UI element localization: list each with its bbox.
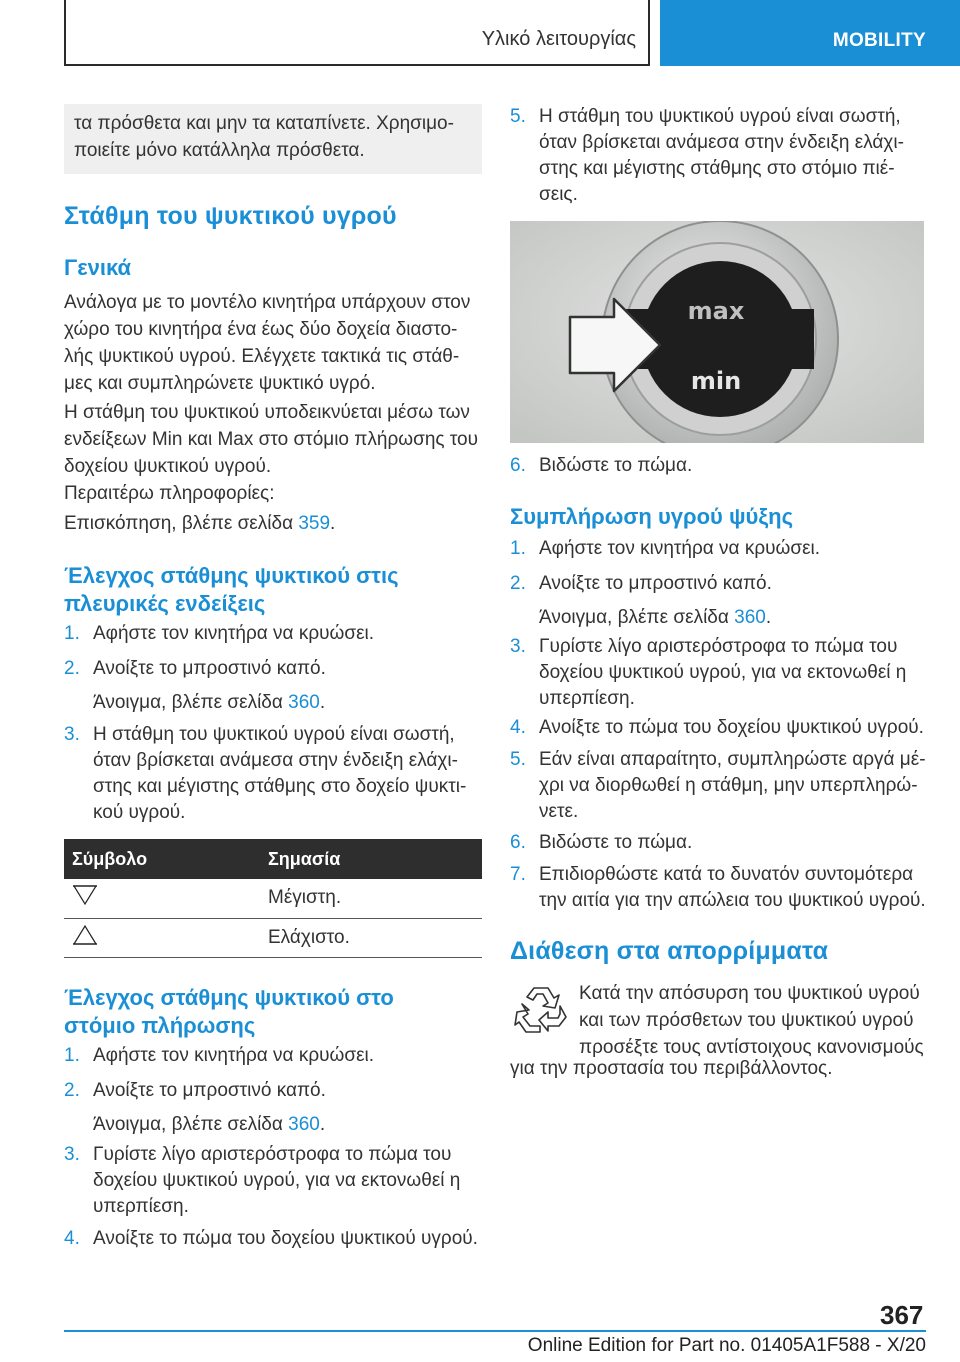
title-line: Έλεγχος στάθμης ψυκτικού στο <box>64 985 394 1010</box>
note-box <box>64 104 482 174</box>
step-topup-6 <box>510 830 930 856</box>
step-number: 4. <box>64 1228 80 1249</box>
table-header-symbol: Σύμβολο <box>64 839 260 879</box>
section-title-filler-neck <box>64 984 394 1040</box>
symbol-table <box>64 839 482 958</box>
text-line: προσέξτε τους αντίστοιχους κανονισμούς <box>579 1037 924 1058</box>
text-line: μες και συμπληρώνετε ψυκτικό υγρό. <box>64 373 376 394</box>
step-text: Βιδώστε το πώμα. <box>539 455 693 476</box>
step-text: Εάν είναι απαραίτητο, συμπληρώστε αργά μέ- <box>539 749 926 770</box>
page-link-360[interactable]: 360 <box>288 692 320 713</box>
footer-divider <box>64 1330 926 1332</box>
step-number: 3. <box>510 636 526 657</box>
step-text: Γυρίστε λίγο αριστερόστροφα το πώμα του <box>93 1144 452 1165</box>
step-text: σεις. <box>539 184 578 205</box>
step-text: στης και μέγιστης στάθμης στο δοχείο ψυκτι- <box>93 776 467 797</box>
min-label: min <box>690 367 742 395</box>
step-topup-4 <box>510 715 930 741</box>
text-line: Ανάλογα με το μοντέλο κινητήρα υπάρχουν στον <box>64 292 471 313</box>
coolant-cap-illustration <box>510 221 924 443</box>
text-line: χώρο του κινητήρα ένα έως δύο δοχεία διαστο- <box>64 319 458 340</box>
recycling-icon <box>514 982 568 1034</box>
step-number: 2. <box>64 658 80 679</box>
header-tab-label: MOBILITY <box>832 30 926 51</box>
section-title-disposal: Διάθεση στα απορρίμματα <box>510 937 829 965</box>
section-title-topup: Συμπλήρωση υγρού ψύξης <box>510 504 794 529</box>
step-filler-1 <box>64 1043 484 1069</box>
step-text: Η στάθμη του ψυκτικού υγρού είναι σωστή, <box>539 106 901 127</box>
page-link-359[interactable]: 359 <box>298 513 331 534</box>
step-right-5 <box>510 104 930 208</box>
step-topup-3 <box>510 634 930 712</box>
table-cell-symbol <box>64 918 260 957</box>
ref-text: Άνοιγμα, βλέπε σελίδα <box>93 1114 289 1135</box>
max-label: max <box>687 297 745 325</box>
note-line-2: ποιείτε μόνο κατάλληλα πρόσθετα. <box>74 140 365 161</box>
footer-edition: Online Edition for Part no. 01405A1F588 - X/20 <box>527 1335 926 1356</box>
ref-end: . <box>330 513 336 534</box>
step-text: την αιτία για την απώλεια του ψυκτικού υγρού. <box>539 890 926 911</box>
paragraph-overview-ref <box>64 510 335 537</box>
step-text: νετε. <box>539 801 579 822</box>
step-number: 6. <box>510 455 526 476</box>
note-line-1: τα πρόσθετα και μην τα καταπίνετε. Χρησιμο- <box>74 113 454 134</box>
table-header-meaning: Σημασία <box>260 839 482 879</box>
step-text: Αφήστε τον κινητήρα να κρυώσει. <box>93 1045 375 1066</box>
step-number: 2. <box>510 573 526 594</box>
disposal-paragraph <box>579 980 929 1061</box>
step-text: στης και μέγιστης στάθμης στο στόμιο πιέ- <box>539 158 895 179</box>
step-topup-7 <box>510 862 930 914</box>
title-line: στόμιο πλήρωσης <box>64 1013 256 1038</box>
step-number: 5. <box>510 749 526 770</box>
step-number: 1. <box>64 1045 80 1066</box>
step-side-2 <box>64 656 484 716</box>
step-ref <box>64 1112 484 1138</box>
step-number: 7. <box>510 864 526 885</box>
step-text: Βιδώστε το πώμα. <box>539 832 693 853</box>
title-line: Έλεγχος στάθμης ψυκτικού στις <box>64 563 399 588</box>
table-row <box>64 918 482 957</box>
filler-neck-photo <box>510 221 924 443</box>
step-number: 3. <box>64 724 80 745</box>
step-number: 6. <box>510 832 526 853</box>
step-filler-2 <box>64 1078 484 1138</box>
step-text: υπερπίεση. <box>93 1196 189 1217</box>
title-line: πλευρικές ενδείξεις <box>64 591 266 616</box>
page-link-360[interactable]: 360 <box>288 1114 320 1135</box>
table-header-row <box>64 839 482 879</box>
text-line: και των πρόσθετων του ψυκτικού υγρού <box>579 1010 914 1031</box>
ref-text: Άνοιγμα, βλέπε σελίδα <box>539 607 735 628</box>
step-side-1 <box>64 621 484 647</box>
header-title: Υλικό λειτουργίας <box>481 28 636 50</box>
step-ref <box>64 690 484 716</box>
step-topup-1 <box>510 536 930 562</box>
step-number: 1. <box>64 623 80 644</box>
ref-end: . <box>319 692 326 713</box>
paragraph-more-info: Περαιτέρω πληροφορίες: <box>64 483 275 504</box>
step-text: Ανοίξτε το πώμα του δοχείου ψυκτικού υγρού. <box>93 1228 478 1249</box>
text-line: ενδείξεων Min και Max στο στόμιο πλήρωσης του <box>64 429 479 450</box>
step-text: κού υγρού. <box>93 802 186 823</box>
min-triangle-icon <box>72 924 98 946</box>
step-filler-4 <box>64 1226 484 1252</box>
disposal-last-line: για την προστασία του περιβάλλοντος. <box>510 1058 833 1079</box>
paragraph-engine-reservoirs <box>64 289 484 397</box>
table-row <box>64 879 482 918</box>
step-number: 5. <box>510 106 526 127</box>
step-number: 3. <box>64 1144 80 1165</box>
step-right-6 <box>510 453 930 479</box>
header-frame <box>64 0 650 66</box>
step-text: Επιδιορθώστε κατά το δυνατόν συντομότερα <box>539 864 914 885</box>
max-triangle-icon <box>72 884 98 906</box>
section-title-side-marks <box>64 562 399 618</box>
table-cell-meaning: Μέγιστη. <box>260 879 482 918</box>
page-number: 367 <box>880 1300 924 1330</box>
step-text: Ανοίξτε το μπροστινό καπό. <box>93 658 326 679</box>
ref-end: . <box>765 607 772 628</box>
step-text: όταν βρίσκεται ανάμεσα στην ένδειξη ελάχι- <box>93 750 458 771</box>
step-topup-2 <box>510 571 930 631</box>
header-tab-mobility[interactable] <box>660 0 960 66</box>
step-text: Αφήστε τον κινητήρα να κρυώσει. <box>93 623 375 644</box>
text-line: λής ψυκτικού υγρού. Ελέγχετε τακτικά τις στάθ- <box>64 346 460 367</box>
step-filler-3 <box>64 1142 484 1220</box>
step-text: Ανοίξτε το μπροστινό καπό. <box>93 1080 326 1101</box>
text-line: δοχείου ψυκτικού υγρού. <box>64 456 272 477</box>
section-title-coolant-level: Στάθμη του ψυκτικού υγρού <box>64 202 397 230</box>
paragraph-min-max <box>64 399 484 480</box>
step-text: Ανοίξτε το μπροστινό καπό. <box>539 573 772 594</box>
step-text: δοχείου ψυκτικού υγρού, για να εκτονωθεί η <box>93 1170 461 1191</box>
ref-text: Άνοιγμα, βλέπε σελίδα <box>93 692 289 713</box>
step-number: 4. <box>510 717 526 738</box>
step-text: όταν βρίσκεται ανάμεσα στην ένδειξη ελάχι- <box>539 132 904 153</box>
subsection-title-general: Γενικά <box>64 255 132 280</box>
step-ref <box>510 605 930 631</box>
ref-text: Επισκόπηση, βλέπε σελίδα <box>64 513 299 534</box>
step-text: Ανοίξτε το πώμα του δοχείου ψυκτικού υγρού. <box>539 717 924 738</box>
ref-end: . <box>319 1114 326 1135</box>
table-cell-meaning: Ελάχιστο. <box>260 918 482 957</box>
step-side-3 <box>64 722 484 826</box>
text-line: Κατά την απόσυρση του ψυκτικού υγρού <box>579 983 920 1004</box>
step-text: Γυρίστε λίγο αριστερόστροφα το πώμα του <box>539 636 898 657</box>
step-number: 2. <box>64 1080 80 1101</box>
text-line: Η στάθμη του ψυκτικού υποδεικνύεται μέσω των <box>64 402 470 423</box>
step-text: δοχείου ψυκτικού υγρού, για να εκτονωθεί η <box>539 662 907 683</box>
step-text: Η στάθμη του ψυκτικού υγρού είναι σωστή, <box>93 724 455 745</box>
step-topup-5 <box>510 747 930 825</box>
step-text: υπερπίεση. <box>539 688 635 709</box>
step-text: χρι να διορθωθεί η στάθμη, μην υπερπληρώ- <box>539 775 918 796</box>
step-number: 1. <box>510 538 526 559</box>
page-link-360[interactable]: 360 <box>734 607 766 628</box>
table-cell-symbol <box>64 879 260 918</box>
step-text: Αφήστε τον κινητήρα να κρυώσει. <box>539 538 821 559</box>
